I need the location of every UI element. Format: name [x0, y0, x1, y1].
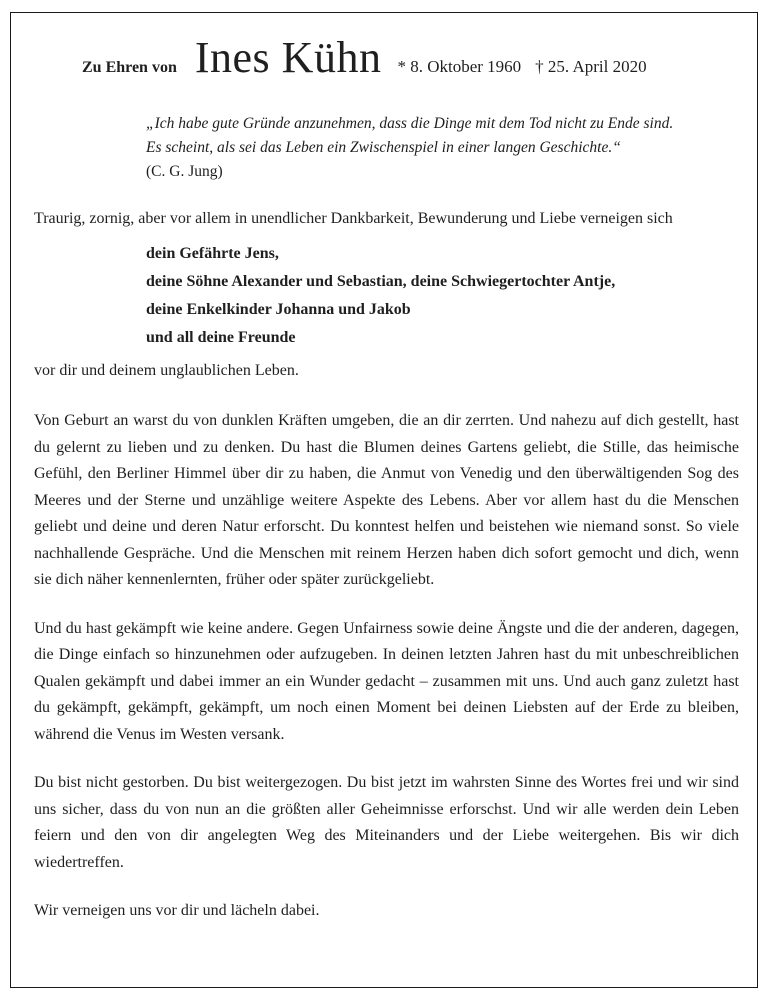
mourner-line: deine Söhne Alexander und Sebastian, deine Schwiegertochter Antje,	[146, 273, 616, 290]
obituary-notice	[34, 33, 739, 947]
honor-label: Zu Ehren von	[82, 59, 177, 76]
body-paragraph: Du bist nicht gestorben. Du bist weitergezogen. Du bist jetzt im wahrsten Sinne des Wortes frei und wir sind uns sicher, dass du von nun an die größten aller Geheimnisse erforschst. Und wir alle werden dein Leben feiern und den von dir angelegten Weg des Miteinanders und der Liebe weitergehen. Bis wir dich wiedertreffen.	[34, 774, 739, 871]
closing-line: Wir verneigen uns vor dir und lächeln dabei.	[34, 902, 320, 919]
body-paragraph: Von Geburt an warst du von dunklen Kräften umgeben, die an dir zerrten. Und nahezu auf dich gestellt, hast du gelernt zu lieben und zu denken. Du hast die Blumen deines Gartens geliebt, die Stille, das heimische Gefühl, den Berliner Himmel über dir zu haben, die Anmut von Venedig und den überwältigenden Sog des Meeres und der Sterne und unzählige weitere Aspekte des Lebens. Aber vor allem hast du die Menschen geliebt und deine und deren Natur erforscht. Du konntest helfen und beistehen wie niemand sonst. So viele nachhallende Gespräche. Und die Menschen mit reinem Herzen haben dich sofort gemocht und dich, wenn sie dich näher kennenlernten, früher oder später zurückgeliebt.	[34, 412, 739, 588]
intro-text: Traurig, zornig, aber vor allem in unendlicher Dankbarkeit, Bewunderung und Liebe verneigen sich	[34, 210, 673, 227]
quote-line: „Ich habe gute Gründe anzunehmen, dass die Dinge mit dem Tod nicht zu Ende sind.	[146, 115, 674, 132]
life-dates	[397, 57, 646, 77]
after-mourners-text: vor dir und deinem unglaublichen Leben.	[34, 362, 299, 379]
birth-date: * 8. Oktober 1960	[397, 57, 522, 76]
death-date: † 25. April 2020	[535, 57, 647, 76]
quote-author: (C. G. Jung)	[146, 163, 223, 180]
mourner-line: dein Gefährte Jens,	[146, 245, 279, 262]
mourner-line: deine Enkelkinder Johanna und Jakob	[146, 301, 411, 318]
memorial-quote	[146, 112, 739, 184]
mourner-line: und all deine Freunde	[146, 329, 296, 346]
deceased-name: Ines Kühn	[194, 33, 382, 82]
quote-line: Es scheint, als sei das Leben ein Zwischenspiel in einer langen Geschichte.“	[146, 139, 621, 156]
notice-header	[82, 33, 739, 82]
mourners-list	[146, 240, 739, 352]
body-paragraph: Und du hast gekämpft wie keine andere. Gegen Unfairness sowie deine Ängste und die der anderen, dagegen, die Dinge einfach so hinzunehmen oder aufzugeben. In deinen letzten Jahren hast du mit unbeschreiblichen Qualen gekämpft und dabei immer an ein Wunder gedacht – zusammen mit uns. Und auch ganz zuletzt hast du gekämpft, gekämpft, gekämpft, um noch einen Moment bei deinen Liebsten auf der Erde zu bleiben, während die Venus im Westen versank.	[34, 619, 739, 743]
